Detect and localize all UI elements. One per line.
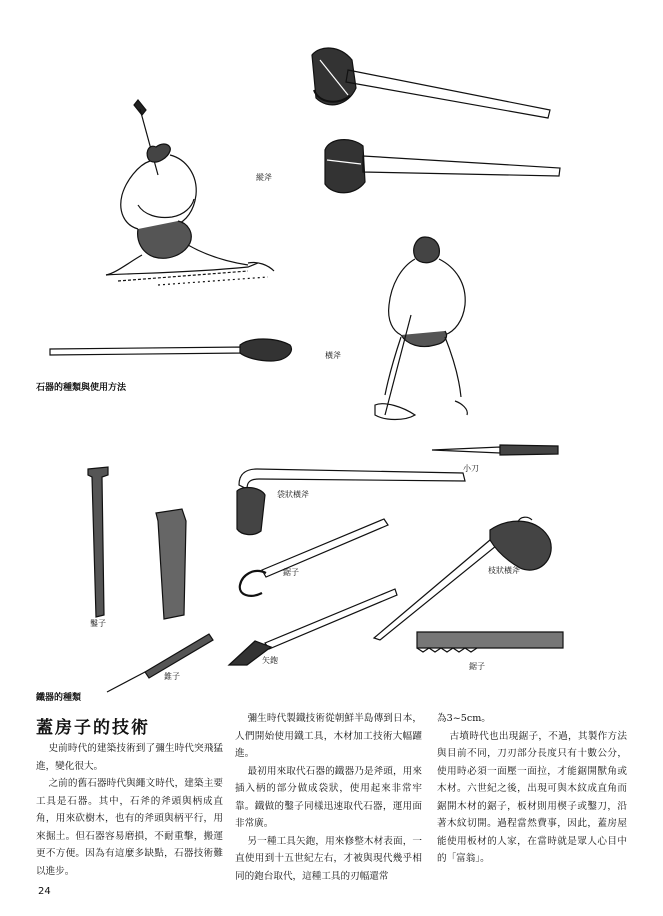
saw-illustration [415,628,565,653]
branch-axe-illustration [370,510,575,640]
article-column-1 [36,740,223,880]
article-title: 蓋房子的技術 [36,718,150,738]
label-xiaodao: 小刀 [463,464,479,473]
chisel-illustration [82,465,212,625]
awl-illustration [105,630,215,695]
man-chopping-illustration [345,225,510,425]
label-juzi: 鋸子 [283,568,299,577]
paragraph: 史前時代的建築技術到了彌生時代突飛猛進，變化很大。 [36,743,223,772]
label-zongfu: 縱斧 [256,173,272,182]
man-swinging-axe-illustration [98,95,278,300]
hafted-axe-illustration [315,130,565,205]
spear-plane-illustration [225,585,400,670]
paragraph: 最初用來取代石器的鐵器乃是斧頭，用來插入柄的部分做成袋狀，使用起來非常牢靠。鐵做的鑿子同樣迅速取代石器，運用面非常廣。 [235,765,422,829]
paragraph: 之前的舊石器時代與繩文時代，建築主要工具是石器。其中，石斧的斧頭與柄成直角，用來砍樹木，也有的斧頭與柄平行，用來掘土。但石器容易磨損，不耐重擊，搬運更不方便。因為有這麼多缺點，石器技術難以進步。 [36,778,223,877]
label-daizhuang-hengfu: 袋狀橫斧 [277,490,309,499]
caption-iron-tools: 鐵器的種類 [36,693,82,703]
vertical-axe-illustration [300,40,560,125]
continued-line: 為3~5cm。 [437,713,491,724]
page-number: 24 [38,886,51,897]
article-column-2 [235,710,422,885]
knife-illustration [430,440,560,460]
paragraph: 古墳時代也出現鋸子，不過，其製作方法與目前不同，刀刃部分長度只有十數公分，使用時必須一面壓一面拉，才能鋸開獸角或木材。六世紀之後，出現可與木紋成直角而鋸開木材的鋸子，板材則用楔子或鑿刀，沿著木紋切開。過程當然費事，因此，蓋房屋能使用板材的人家，在當時就是眾人心目中的「富翁」。 [437,730,627,864]
article-column-3 [437,710,627,868]
stone-axe-illustration [45,335,295,365]
caption-stone-tools: 石器的種類與使用方法 [36,383,127,393]
label-shimao: 矢鉋 [262,656,278,665]
label-jvzi: 鋸子 [469,662,485,671]
label-zhuozi: 鑿子 [90,619,106,628]
label-hengfu: 橫斧 [325,351,341,360]
paragraph: 彌生時代製鐵技術從朝鮮半島傳到日本，人們開始使用鐵工具，木材加工技術大幅躍進。 [235,713,422,759]
paragraph: 另一種工具矢鉋，用來修整木材表面，一直使用到十五世紀左右，才被與現代幾乎相同的鉋台取代，這種工具的刃幅還常 [235,835,422,882]
label-zhuizi: 錐子 [164,672,180,681]
label-zhangzhuang-hengfu: 枝狀橫斧 [488,566,520,575]
